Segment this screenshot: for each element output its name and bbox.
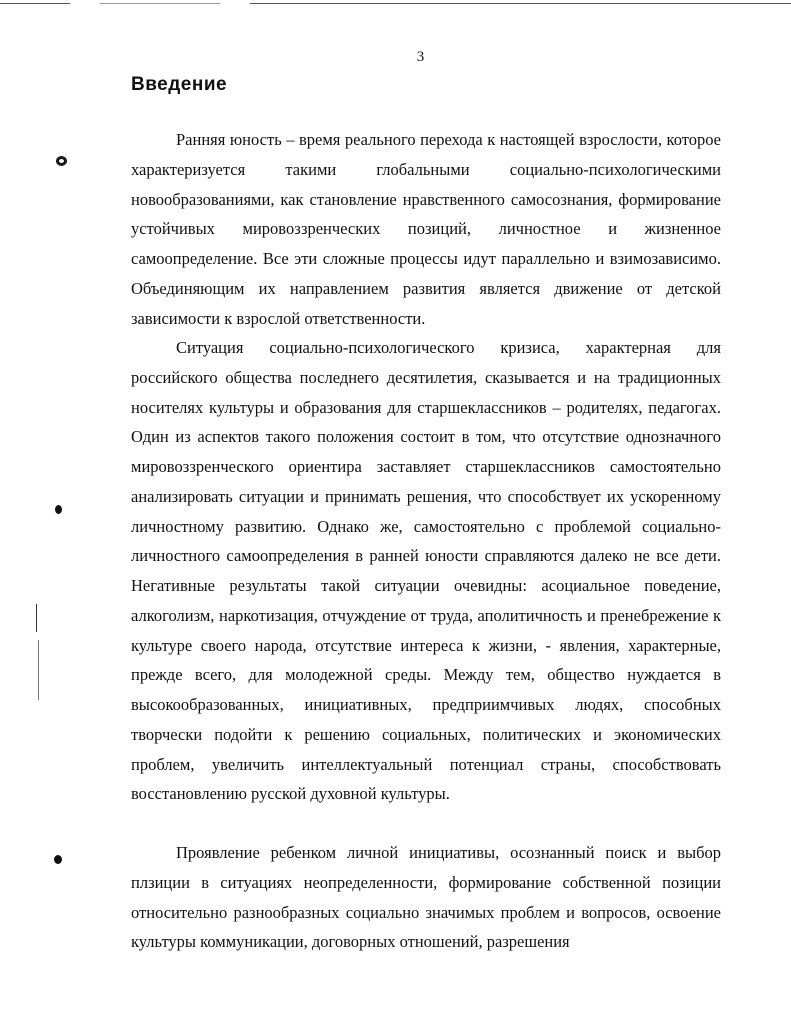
margin-mark-2	[38, 640, 39, 700]
page-number: 3	[416, 49, 425, 65]
punch-hole-mark-2	[55, 505, 62, 514]
scan-border-top-left	[0, 3, 70, 4]
section-heading: Введение	[131, 74, 228, 95]
scan-border-top-right	[250, 3, 791, 4]
punch-hole-mark-1	[56, 156, 67, 166]
scan-border-top-mid	[100, 3, 220, 4]
margin-mark-1	[36, 604, 37, 632]
paragraph-1: Ранняя юность – время реального перехода к настоящей взрослости, которое характеризуется такими глобальными социально-психологическими новообразованиями, как становление нравственного самосознания, формирование устойчивых мировоззренческих позиций, личностное и жизненное самоопределение. Все эти сложные процессы идут параллельно и взимозависимо. Объединяющим их направлением развития является движение от детской зависимости к взрослой ответственности.	[131, 130, 721, 328]
paragraph-3: Проявление ребенком личной инициативы, осознанный поиск и выбор плзиции в ситуациях неопределенности, формирование собственной позиции относительно разнообразных социально значимых проблем и вопросов, освоение культуры коммуникации, договорных отношений, разрешения	[131, 843, 721, 952]
paragraph-2: Ситуация социально-психологического кризиса, характерная для российского общества последнего десятилетия, сказывается и на традиционных носителях культуры и образования для старшеклассников – родителях, педагогах. Один из аспектов такого положения состоит в том, что отсутствие однозначного мировоззренческого ориентира заставляет старшеклассников самостоятельно анализировать ситуации и принимать решения, что способствует их ускоренному личностному развитию. Однако же, самостоятельно с проблемой социально-личностного самоопределения в ранней юности справляются далеко не все дети. Негативные результаты такой ситуации очевидны: асоциальное поведение, алкоголизм, наркотизация, отчуждение от труда, аполитичность и пренебрежение к культуре своего народа, отсутствие интереса к жизни, - явления, характерные, прежде всего, для молодежной среды. Между тем, общество нуждается в высокообразованных, инициативных, предприимчивых людях, способных творчески подойти к решению социальных, политических и экономических проблем, увеличить интеллектуальный потенциал страны, способствовать восстановлению русской духовной культуры.	[131, 338, 721, 804]
punch-hole-mark-3	[54, 855, 62, 864]
